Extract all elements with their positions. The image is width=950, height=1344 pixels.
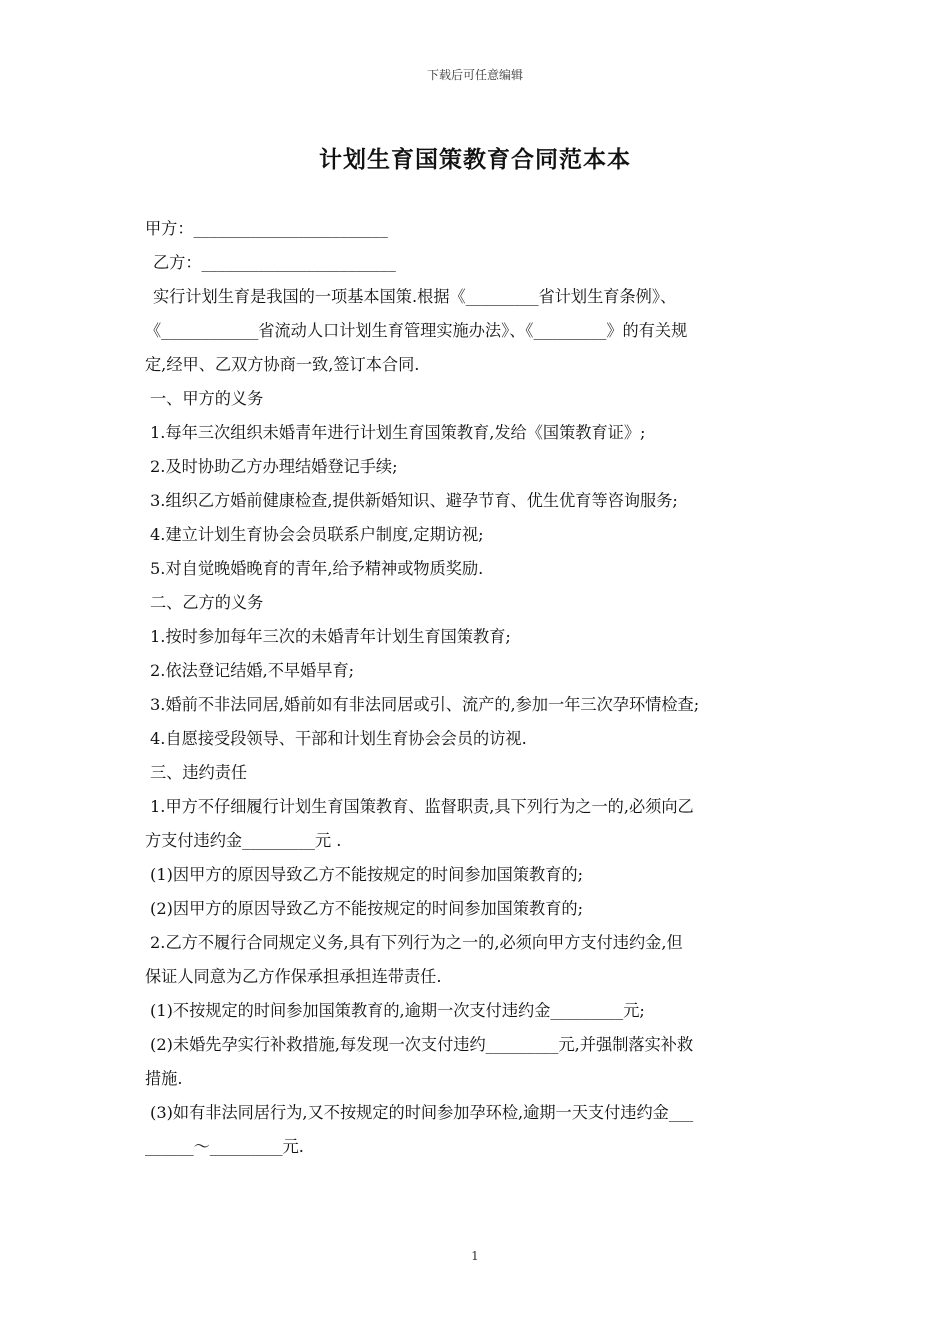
body-line-14: 2.依法登记结婚,不早婚早育; <box>150 661 355 680</box>
body-line-26: 措施. <box>145 1069 183 1088</box>
body-line-22: 2.乙方不履行合同规定义务,具有下列行为之一的,必须向甲方支付违约金,但 <box>150 933 683 952</box>
body-line-27: (3)如有非法同居行为,又不按规定的时间参加孕环检,逾期一天支付违约金___ <box>150 1103 694 1122</box>
body-line-16: 4.自愿接受段领导、干部和计划生育协会会员的访视. <box>150 729 527 748</box>
body-line-8: 2.及时协助乙方办理结婚登记手续; <box>150 457 398 476</box>
body-line-1: 甲方：________________________ <box>145 219 388 238</box>
body-line-6: 一、甲方的义务 <box>150 389 264 408</box>
body-line-9: 3.组织乙方婚前健康检查,提供新婚知识、避孕节育、优生优育等咨询服务; <box>150 491 678 510</box>
document-body <box>145 212 815 1164</box>
body-line-25: (2)未婚先孕实行补救措施,每发现一次支付违约_________元,并强制落实补救 <box>150 1035 694 1054</box>
body-line-13: 1.按时参加每年三次的未婚青年计划生育国策教育; <box>150 627 511 646</box>
body-line-20: (1)因甲方的原因导致乙方不能按规定的时间参加国策教育的; <box>150 865 584 884</box>
body-line-18: 1.甲方不仔细履行计划生育国策教育、监督职责,具下列行为之一的,必须向乙 <box>150 797 694 816</box>
body-line-7: 1.每年三次组织未婚青年进行计划生育国策教育,发给《国策教育证》; <box>150 423 646 442</box>
body-line-5: 定,经甲、乙双方协商一致,签订本合同. <box>145 355 420 374</box>
body-line-28: ______～_________元. <box>145 1137 304 1156</box>
body-line-10: 4.建立计划生育协会会员联系户制度,定期访视; <box>150 525 484 544</box>
body-line-19: 方支付违约金_________元 . <box>145 831 342 850</box>
document-title: 计划生育国策教育合同范本本 <box>319 146 631 173</box>
body-line-17: 三、违约责任 <box>150 763 248 782</box>
body-line-12: 二、乙方的义务 <box>150 593 264 612</box>
page-number: 1 <box>471 1249 479 1263</box>
body-line-2: 乙方：________________________ <box>153 253 396 272</box>
body-line-23: 保证人同意为乙方作保承担承担连带责任. <box>145 967 442 986</box>
body-line-3: 实行计划生育是我国的一项基本国策.根据《_________省计划生育条例》、 <box>153 287 677 306</box>
body-line-11: 5.对自觉晚婚晚育的青年,给予精神或物质奖励. <box>150 559 484 578</box>
page-header-note: 下载后可任意编辑 <box>426 68 523 82</box>
body-line-4: 《____________省流动人口计划生育管理实施办法》、《_________》的有关规 <box>145 321 688 340</box>
body-line-24: (1)不按规定的时间参加国策教育的,逾期一次支付违约金_________元; <box>150 1001 645 1020</box>
body-line-21: (2)因甲方的原因导致乙方不能按规定的时间参加国策教育的; <box>150 899 584 918</box>
body-line-15: 3.婚前不非法同居,婚前如有非法同居或引、流产的,参加一年三次孕环情检查; <box>150 695 700 714</box>
